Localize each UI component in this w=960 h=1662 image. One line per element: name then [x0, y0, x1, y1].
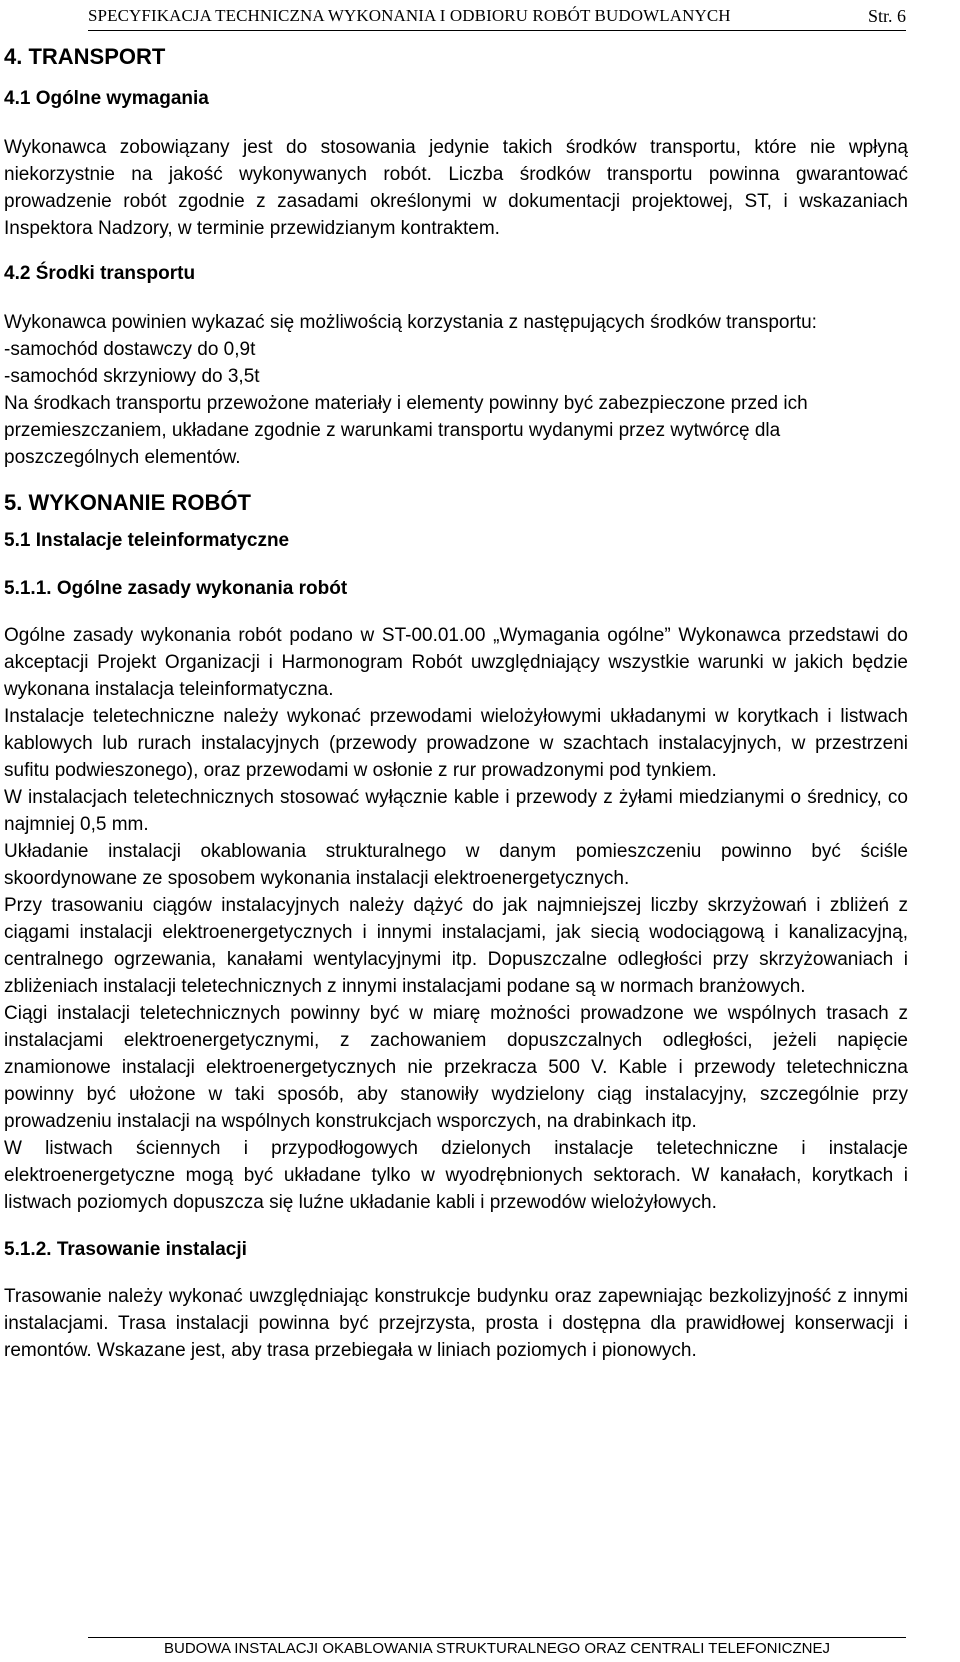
section-4-2-paragraph: Na środkach transportu przewożone materiały i elementy powinny być zabezpieczone przed ich przemieszczaniem, układane zgodnie z warunkami transportu wydanymi przez wytwórcę dla poszczególnych elementów. — [4, 393, 808, 468]
section-5-1-2-heading: 5.1.2. Trasowanie instalacji — [4, 1239, 247, 1260]
header-title: SPECYFIKACJA TECHNICZNA WYKONANIA I ODBIORU ROBÓT BUDOWLANYCH — [88, 6, 731, 25]
section-5-heading: 5. WYKONANIE ROBÓT — [4, 490, 251, 515]
section-5-1-1-paragraph-7: W listwach ściennych i przypodłogowych dzielonych instalacje teletechniczne i instalacje elektroenergetyczne mogą być układane tylko w wyodrębnionych sektorach. W kanałach, korytkach i listwach poziomych dopuszcza się luźne układanie kabli i przewodów wielożyłowych. — [4, 1138, 908, 1213]
document-body — [4, 42, 908, 1364]
section-5-1-1-heading: 5.1.1. Ogólne zasady wykonania robót — [4, 578, 348, 599]
page-footer: BUDOWA INSTALACJI OKABLOWANIA STRUKTURALNEGO ORAZ CENTRALI TELEFONICZNEJ — [88, 1637, 906, 1657]
page-header — [88, 4, 906, 31]
section-4-2-intro: Wykonawca powinien wykazać się możliwością korzystania z następujących środków transportu: — [4, 312, 817, 333]
transport-item-2: -samochód skrzyniowy do 3,5t — [4, 366, 260, 387]
section-5-1-1-paragraph-3: W instalacjach teletechnicznych stosować wyłącznie kable i przewody z żyłami miedzianymi o średnicy, co najmniej 0,5 mm. — [4, 787, 908, 835]
section-5-1-heading: 5.1 Instalacje teleinformatyczne — [4, 530, 290, 551]
section-4-2-heading: 4.2 Środki transportu — [4, 263, 196, 284]
section-4-1-heading: 4.1 Ogólne wymagania — [4, 88, 209, 109]
section-5-1-1-paragraph-5: Przy trasowaniu ciągów instalacyjnych należy dążyć do jak najmniejszej liczby skrzyżowań i zbliżeń z ciągami instalacji elektroenergetycznych i innymi instalacjami, jak siecią wodociągową i kanalizacyjną, centralnego ogrzewania, kanałami wentylacyjnymi itp. Dopuszczalne odległości przy skrzyżowaniach i zbliżeniach instalacji teletechnicznych z innymi instalacjami podane są w normach branżowych. — [4, 895, 908, 997]
section-5-1-1-paragraph-4: Układanie instalacji okablowania strukturalnego w danym pomieszczeniu powinno być ściśle skoordynowane ze sposobem wykonania instalacji elektroenergetycznych. — [4, 841, 908, 889]
page-number: Str. 6 — [867, 6, 906, 26]
section-4-1-paragraph: Wykonawca zobowiązany jest do stosowania jedynie takich środków transportu, które nie wpłyną niekorzystnie na jakość wykonywanych robót. Liczba środków transportu powinna gwarantować prowadzenie robót zgodnie z zasadami określonymi w dokumentacji projektowej, ST, i wskazaniach Inspektora Nadzory, w terminie przewidzianym kontraktem. — [4, 137, 908, 239]
section-5-1-2-paragraph-1: Trasowanie należy wykonać uwzględniając konstrukcje budynku oraz zapewniając bezkolizyjność z innymi instalacjami. Trasa instalacji powinna być przejrzysta, prosta i dostępna dla prawidłowej konserwacji i remontów. Wskazane jest, aby trasa przebiegała w liniach poziomych i pionowych. — [4, 1286, 908, 1361]
transport-item-1: -samochód dostawczy do 0,9t — [4, 339, 256, 360]
section-4-heading: 4. TRANSPORT — [4, 44, 166, 69]
section-5-1-1-paragraph-2: Instalacje teletechniczne należy wykonać przewodami wielożyłowymi układanymi w korytkach i listwach kablowych lub rurach instalacyjnych (przewody prowadzone w szachtach instalacyjnych, w przestrzeni sufitu podwieszonego), oraz przewodami w osłonie z rur prowadzonymi pod tynkiem. — [4, 706, 908, 781]
section-5-1-1-paragraph-1: Ogólne zasady wykonania robót podano w ST-00.01.00 „Wymagania ogólne” Wykonawca przedstawi do akceptacji Projekt Organizacji i Harmonogram Robót uwzględniający wszystkie warunki w jakich będzie wykonana instalacja teleinformatyczna. — [4, 625, 908, 700]
section-5-1-1-paragraph-6: Ciągi instalacji teletechnicznych powinny być w miarę możności prowadzone we wspólnych trasach z instalacjami elektroenergetycznymi, z zachowaniem dopuszczalnych odległości, jeżeli napięcie znamionowe instalacji elektroenergetycznych nie przekracza 500 V. Kable i przewody teletechniczna powinny być ułożone w taki sposób, aby stanowiły wydzielony ciąg instalacyjny, szczególnie przy prowadzeniu instalacji na wspólnych konstrukcjach wsporczych, na drabinkach itp. — [4, 1003, 908, 1132]
